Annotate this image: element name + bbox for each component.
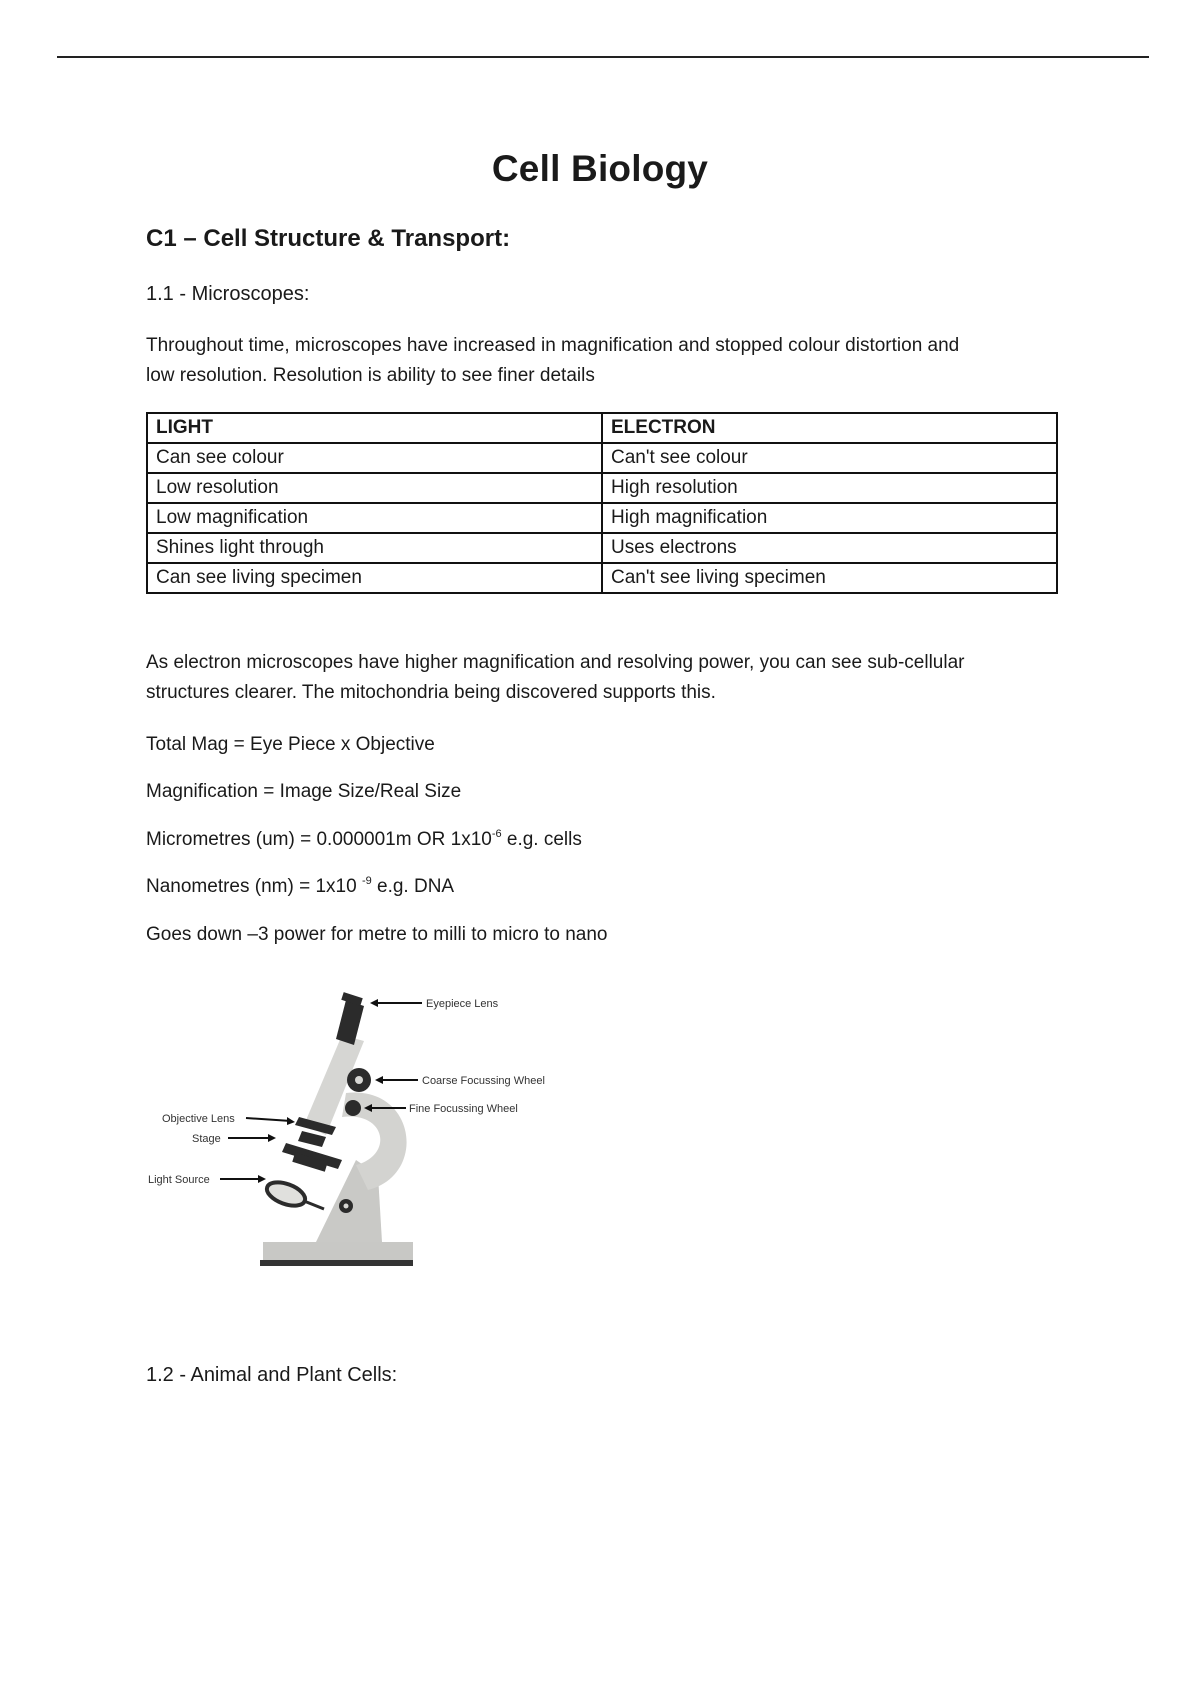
microscope-base-shadow bbox=[260, 1260, 413, 1266]
label-eyepiece: Eyepiece Lens bbox=[426, 998, 499, 1010]
page-title: Cell Biology bbox=[491, 148, 709, 189]
microscope-base bbox=[263, 1242, 413, 1262]
table-row bbox=[147, 533, 1057, 563]
nanometres-example: e.g. DNA bbox=[371, 876, 455, 897]
microscope-diagram bbox=[146, 985, 576, 1295]
section-heading-cells: 1.2 - Animal and Plant Cells: bbox=[146, 1364, 398, 1386]
eyepiece bbox=[336, 1000, 364, 1045]
nanometres-text: Nanometres (nm) = 1x10 bbox=[146, 876, 362, 897]
electron-line: As electron microscopes have higher magnification and resolving power, you can see sub-cellular bbox=[146, 652, 965, 673]
power-note: Goes down –3 power for metre to milli to micro to nano bbox=[146, 924, 608, 945]
table-cell: High magnification bbox=[602, 503, 1057, 533]
label-coarse-wheel: Coarse Focussing Wheel bbox=[422, 1075, 545, 1087]
magnification-formula: Magnification = Image Size/Real Size bbox=[146, 781, 462, 802]
chapter-heading: C1 – Cell Structure & Transport: bbox=[146, 225, 511, 252]
label-fine-wheel: Fine Focussing Wheel bbox=[409, 1103, 518, 1115]
table-cell: Low magnification bbox=[147, 503, 602, 533]
section-heading-microscopes: 1.1 - Microscopes: bbox=[146, 283, 310, 305]
table-cell: Can see living specimen bbox=[147, 563, 602, 593]
objective-lens-lower bbox=[298, 1131, 326, 1147]
intro-paragraph bbox=[146, 331, 1066, 391]
table-cell: Shines light through bbox=[147, 533, 602, 563]
intro-line: low resolution. Resolution is ability to see finer details bbox=[146, 365, 595, 386]
table-header-row bbox=[147, 413, 1057, 443]
top-rule bbox=[57, 56, 1149, 58]
electron-line: structures clearer. The mitochondria being discovered supports this. bbox=[146, 682, 716, 703]
table-cell: Can see colour bbox=[147, 443, 602, 473]
table-row bbox=[147, 473, 1057, 503]
label-objective-lens: Objective Lens bbox=[162, 1113, 235, 1125]
light-source bbox=[264, 1178, 308, 1210]
fine-wheel bbox=[345, 1100, 361, 1116]
microscope-comparison-table bbox=[146, 412, 1058, 594]
table-cell: High resolution bbox=[602, 473, 1057, 503]
table-row bbox=[147, 443, 1057, 473]
header-light: LIGHT bbox=[147, 413, 602, 443]
table-row bbox=[147, 563, 1057, 593]
condenser-knob-center bbox=[344, 1204, 349, 1209]
micrometres-example: e.g. cells bbox=[501, 829, 582, 850]
micrometres-text: Micrometres (um) = 0.000001m OR 1x10 bbox=[146, 829, 492, 850]
table-cell: Uses electrons bbox=[602, 533, 1057, 563]
nanometres-definition bbox=[146, 875, 454, 899]
intro-line: Throughout time, microscopes have increased in magnification and stopped colour distortion and bbox=[146, 335, 960, 356]
header-electron: ELECTRON bbox=[602, 413, 1057, 443]
micrometres-definition bbox=[146, 828, 582, 852]
table-row bbox=[147, 503, 1057, 533]
total-mag-formula: Total Mag = Eye Piece x Objective bbox=[146, 734, 435, 755]
table-cell: Low resolution bbox=[147, 473, 602, 503]
label-stage: Stage bbox=[192, 1133, 221, 1145]
table-cell: Can't see colour bbox=[602, 443, 1057, 473]
micrometres-exponent: -6 bbox=[491, 828, 502, 840]
table-cell: Can't see living specimen bbox=[602, 563, 1057, 593]
nanometres-exponent: -9 bbox=[361, 875, 372, 887]
coarse-wheel-center bbox=[355, 1076, 363, 1084]
label-light-source: Light Source bbox=[148, 1174, 210, 1186]
electron-paragraph bbox=[146, 648, 1066, 708]
light-source-stem bbox=[304, 1201, 324, 1209]
